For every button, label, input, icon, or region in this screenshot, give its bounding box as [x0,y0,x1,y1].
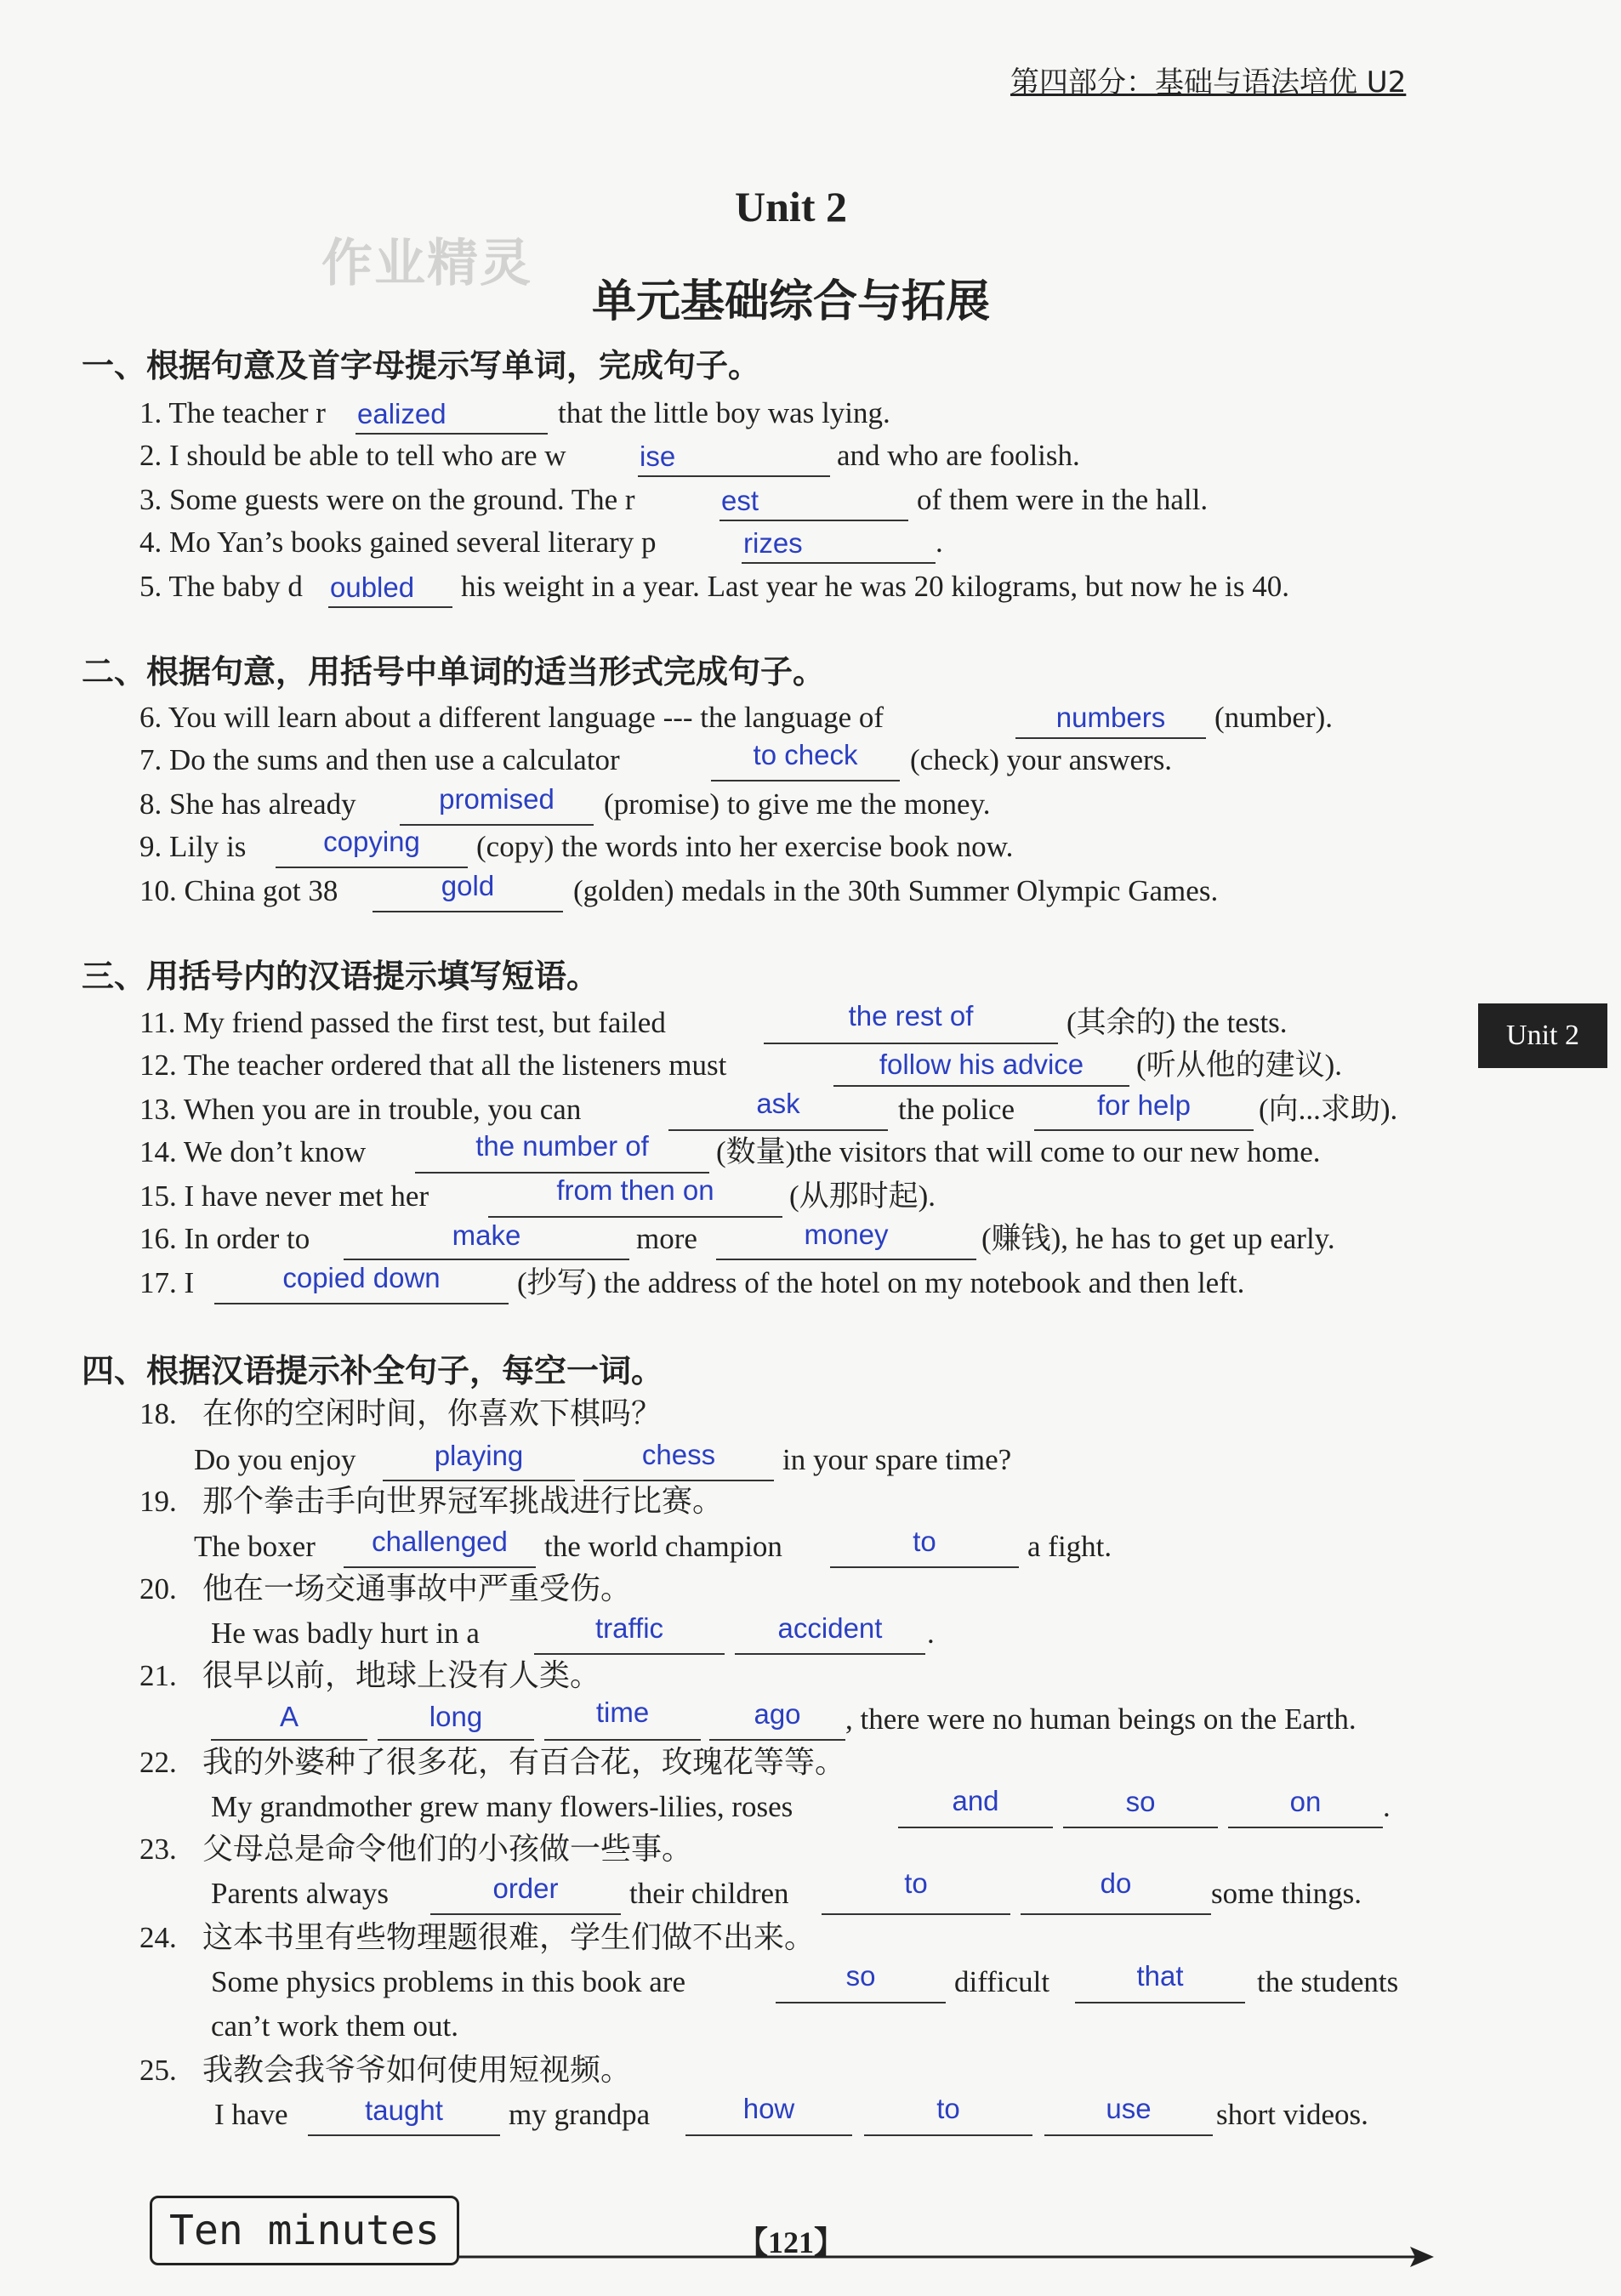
q16-text-mid: more [636,1222,697,1255]
q2-answer: ise [640,440,676,472]
q25-answer-1: taught [365,2094,443,2126]
q5-answer: oubled [330,571,415,603]
q24-answer-2: that [1136,1960,1184,1992]
q16-answer-1: make [452,1219,521,1251]
q15-text-end: (从那时起). [789,1179,936,1213]
q21-number: 21. [139,1659,177,1692]
q20-chinese: 他在一场交通事故中严重受伤。 [202,1571,632,1606]
q23-text: Parents always [211,1877,389,1910]
q25-number: 25. [139,2054,177,2087]
q21-answer-3: time [595,1696,650,1728]
q10-text-end: (golden) medals in the 30th Summer Olympic Games. [573,874,1219,907]
q1-answer: ealized [357,398,446,429]
q22-answer-3: on [1289,1786,1322,1817]
q18-text: Do you enjoy [194,1443,356,1476]
q18-answer-1: playing [434,1440,524,1471]
q25-chinese: 我教会我爷爷如何使用短视频。 [202,2053,632,2088]
q25-answer-4: use [1106,2093,1152,2124]
q16-answer-2: money [804,1219,889,1250]
q2-text: 2. I should be able to tell who are w [139,439,566,472]
q9-text-end: (copy) the words into her exercise book now. [476,830,1014,863]
q6-text-end: (number). [1214,701,1333,734]
q8-text: 8. She has already [139,787,356,821]
q3-text: 3. Some guests were on the ground. The r [139,483,635,516]
q17-text-end: (抄写) the address of the hotel on my notebook and then left. [517,1266,1245,1299]
q9-text: 9. Lily is [139,830,247,863]
q24-text-mid: difficult [954,1965,1050,1998]
q4-answer: rizes [743,527,803,559]
q21-text-end: , there were no human beings on the Earth. [845,1702,1357,1736]
q18-answer-2: chess [641,1439,716,1470]
q1-text-end: that the little boy was lying. [558,396,890,429]
q20-answer-1: traffic [594,1612,664,1644]
q23-answer-2: to [904,1867,928,1899]
q4-text-end: . [936,526,943,559]
q20-text: He was badly hurt in a [211,1617,480,1650]
q19-answer-1: challenged [372,1526,508,1557]
section-4-heading: 四、根据汉语提示补全句子，每空一词。 [82,1352,664,1390]
q25-text-mid: my grandpa [509,2098,651,2131]
q16-text-end: (赚钱), he has to get up early. [981,1222,1335,1255]
q9-answer: copying [323,826,420,857]
q24-number: 24. [139,1921,177,1954]
q22-number: 22. [139,1746,177,1779]
q1-text: 1. The teacher r [139,396,326,429]
q3-answer: est [721,485,759,516]
q3-text-end: of them were in the hall. [917,483,1209,516]
q19-number: 19. [139,1485,177,1518]
q5-text: 5. The baby d [139,570,303,603]
q11-text-end: (其余的) the tests. [1066,1006,1288,1039]
q6-text: 6. You will learn about a different language --- the language of [139,701,884,734]
q25-answer-2: how [742,2093,795,2124]
ten-minutes-badge: Ten minutes [150,2196,459,2265]
q11-text: 11. My friend passed the first test, but failed [139,1006,666,1039]
q24-text-line-2: can’t work them out. [211,2009,458,2043]
q15-answer: from then on [556,1174,714,1206]
q10-text: 10. China got 38 [139,874,338,907]
unit-side-tab: Unit 2 [1478,1003,1607,1068]
q14-text-end: (数量)the visitors that will come to our new home. [716,1135,1321,1168]
page-subtitle: 单元基础综合与拓展 [591,276,990,327]
q7-answer: to check [753,739,858,770]
q5-text-end: his weight in a year. Last year he was 20 kilograms, but now he is 40. [461,570,1289,603]
section-2-heading: 二、根据句意，用括号中单词的适当形式完成句子。 [82,653,826,691]
q22-text: My grandmother grew many flowers-lilies, roses [211,1790,793,1823]
q12-text-end: (听从他的建议). [1136,1049,1343,1082]
q14-text: 14. We don’t know [139,1135,367,1168]
q7-text-end: (check) your answers. [910,743,1173,776]
q12-text: 12. The teacher ordered that all the listeners must [139,1049,727,1082]
unit-title: Unit 2 [735,183,847,230]
q25-answer-3: to [936,2093,960,2124]
q20-answer-2: accident [777,1612,883,1644]
running-header: 第四部分：基础与语法培优 U2 [1010,65,1407,99]
q11-answer: the rest of [848,1000,974,1031]
q22-answer-2: so [1125,1786,1156,1817]
q17-text: 17. I [139,1266,195,1299]
q14-answer: the number of [475,1130,649,1162]
q24-answer-1: so [845,1960,876,1992]
page-number: 【121】 [737,2225,845,2259]
q19-text: The boxer [194,1530,316,1563]
q20-text-end: . [927,1617,935,1650]
q24-text-end: the students [1257,1965,1399,1998]
q19-answer-2: to [913,1526,936,1557]
q25-text-end: short videos. [1216,2098,1368,2131]
q13-text-mid: the police [898,1093,1015,1126]
q24-text: Some physics problems in this book are [211,1965,686,1998]
q13-answer-1: ask [756,1088,800,1119]
q22-answer-1: and [952,1785,999,1816]
q21-answer-2: long [429,1701,483,1732]
q12-answer: follow his advice [879,1049,1084,1080]
q22-text-end: . [1383,1790,1391,1823]
q15-text: 15. I have never met her [139,1179,429,1213]
q18-number: 18. [139,1397,177,1430]
q7-text: 7. Do the sums and then use a calculator [139,743,620,776]
q2-text-end: and who are foolish. [837,439,1080,472]
section-1-heading: 一、根据句意及首字母提示写单词，完成句子。 [82,347,761,384]
q22-chinese: 我的外婆种了很多花，有百合花，玫瑰花等等。 [202,1745,846,1780]
watermark-logo: 作业精灵 [321,234,532,293]
q23-answer-3: do [1100,1867,1132,1899]
q21-answer-4: ago [754,1698,801,1730]
q23-answer-1: order [492,1873,559,1904]
q8-answer: promised [439,783,555,815]
q23-text-mid: their children [629,1877,789,1910]
q17-answer: copied down [282,1262,441,1293]
q21-chinese: 很早以前，地球上没有人类。 [202,1658,601,1693]
q10-answer: gold [441,870,495,901]
q23-number: 23. [139,1833,177,1866]
q18-chinese: 在你的空闲时间，你喜欢下棋吗？ [202,1396,663,1431]
q21-answer-1: A [279,1701,299,1732]
q24-chinese: 这本书里有些物理题很难，学生们做不出来。 [202,1920,816,1955]
q25-text: I have [214,2098,288,2131]
q8-text-end: (promise) to give me the money. [604,787,991,821]
q19-text-end: a fight. [1027,1530,1112,1563]
q20-number: 20. [139,1572,177,1605]
q16-text: 16. In order to [139,1222,310,1255]
q13-text-end: (向...求助). [1259,1093,1398,1126]
q23-text-end: some things. [1211,1877,1362,1910]
q6-answer: numbers [1055,702,1166,733]
section-3-heading: 三、用括号内的汉语提示填写短语。 [82,958,600,995]
q19-chinese: 那个拳击手向世界冠军挑战进行比赛。 [202,1484,724,1519]
q18-text-end: in your spare time? [782,1443,1012,1476]
q13-answer-2: for help [1096,1089,1192,1121]
q13-text: 13. When you are in trouble, you can [139,1093,582,1126]
q4-text: 4. Mo Yan’s books gained several literary p [139,526,657,559]
q23-chinese: 父母总是命令他们的小孩做一些事。 [202,1832,693,1867]
q19-text-mid: the world champion [544,1530,782,1563]
